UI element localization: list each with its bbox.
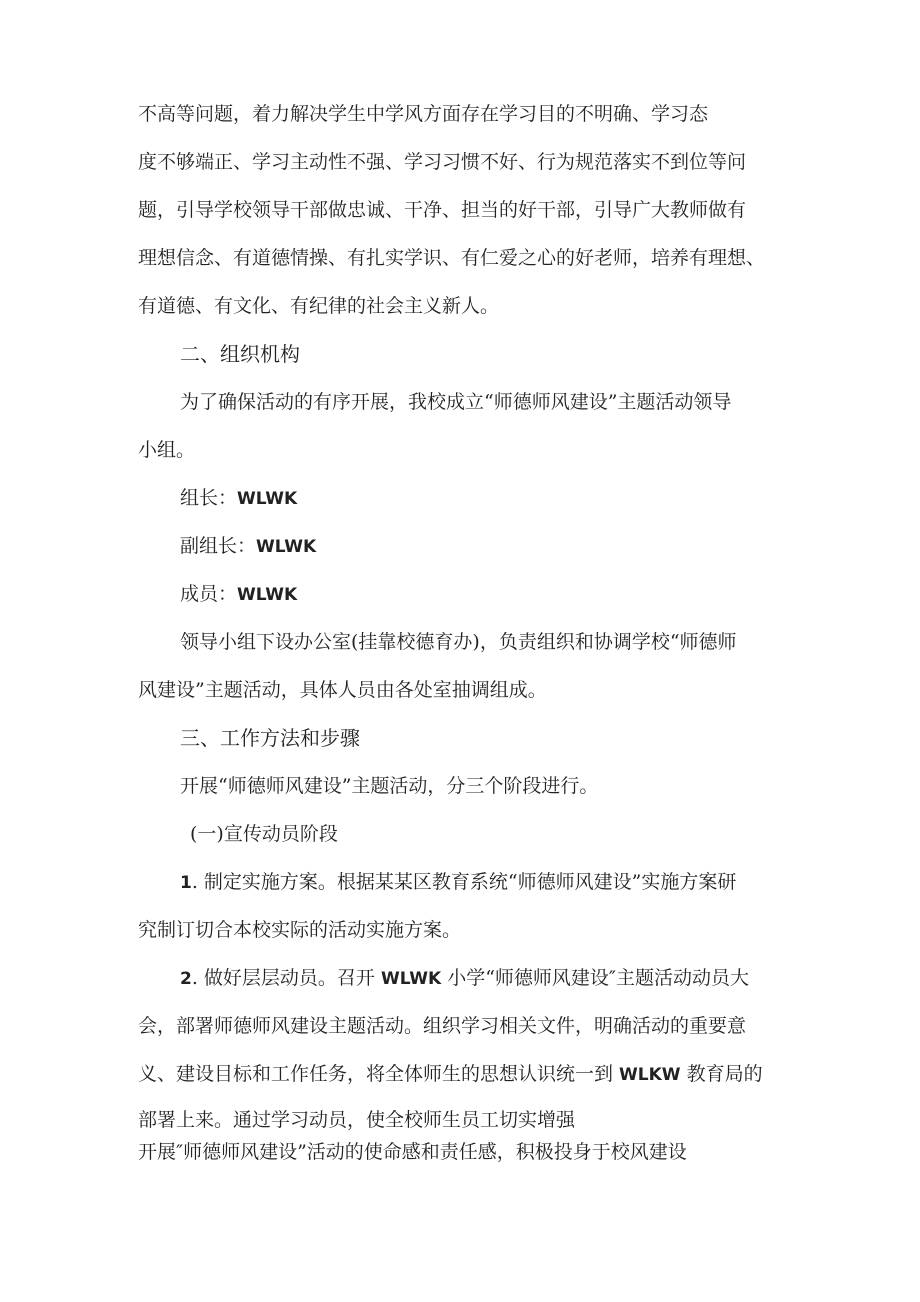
leader-label: 组长：	[180, 487, 238, 509]
paragraph-line: 理想信念、有道德情操、有扎实学识、有仁爱之心的好老师，培养有理想、	[138, 247, 766, 269]
item-text: 教育局的	[680, 1063, 763, 1085]
member-name: WLWK	[237, 585, 298, 605]
paragraph-line: 会，部署师德师风建设主题活动。组织学习相关文件，明确活动的重要意	[138, 1015, 747, 1037]
item-1-line	[180, 868, 736, 897]
member-line	[180, 580, 297, 609]
paragraph-line: 开展″师德师风建设”活动的使命感和责任感，积极投身于校风建设	[138, 1141, 687, 1163]
paragraph-line: 部署上来。通过学习动员，使全校师生员工切实增强	[138, 1109, 576, 1131]
paragraph-line	[138, 1060, 763, 1089]
paragraph-line: 究制订切合本校实际的活动实施方案。	[138, 919, 462, 941]
paragraph-line: 小组。	[138, 439, 196, 461]
item-number: 1	[180, 873, 192, 893]
school-name: WLWK	[380, 969, 442, 989]
member-label: 成员：	[180, 583, 238, 605]
item-2-line	[180, 964, 749, 993]
deputy-leader-line	[180, 532, 316, 561]
paragraph-line: 风建设”主题活动，具体人员由各处室抽调组成。	[138, 679, 547, 701]
section-heading-organization: 二、组织机构	[180, 342, 300, 366]
leader-name: WLWK	[237, 489, 298, 509]
item-text: . 制定实施方案。根据某某区教育系统“师德师风建设”实施方案研	[191, 871, 737, 893]
stage-heading: (一)宣传动员阶段	[190, 823, 338, 845]
paragraph-line: 题，引导学校领导干部做忠诚、干净、担当的好干部，引导广大教师做有	[138, 199, 747, 221]
leader-line	[180, 484, 297, 513]
deputy-name: WLWK	[256, 537, 317, 557]
deputy-label: 副组长：	[180, 535, 257, 557]
bureau-name: WLKW	[619, 1065, 681, 1085]
paragraph-line: 不高等问题，着力解决学生中学风方面存在学习目的不明确、学习态	[138, 103, 709, 125]
paragraph-line: 为了确保活动的有序开展，我校成立“师德师风建设”主题活动领导	[180, 391, 732, 413]
paragraph-line: 有道德、有文化、有纪律的社会主义新人。	[138, 295, 500, 317]
paragraph-line: 开展“师德师风建设”主题活动，分三个阶段进行。	[180, 775, 599, 797]
item-text: . 做好层层动员。召开	[191, 967, 381, 989]
paragraph-line: 度不够端正、学习主动性不强、学习习惯不好、行为规范落实不到位等问	[138, 151, 747, 173]
item-text: 义、建设目标和工作任务，将全体师生的思想认识统一到	[138, 1063, 620, 1085]
section-heading-methods: 三、工作方法和步骤	[180, 726, 360, 750]
item-number: 2	[180, 969, 192, 989]
item-text: 小学“师德师风建设″主题活动动员大	[441, 967, 750, 989]
paragraph-line: 领导小组下设办公室(挂靠校德育办)，负责组织和协调学校“师德师	[180, 631, 737, 653]
